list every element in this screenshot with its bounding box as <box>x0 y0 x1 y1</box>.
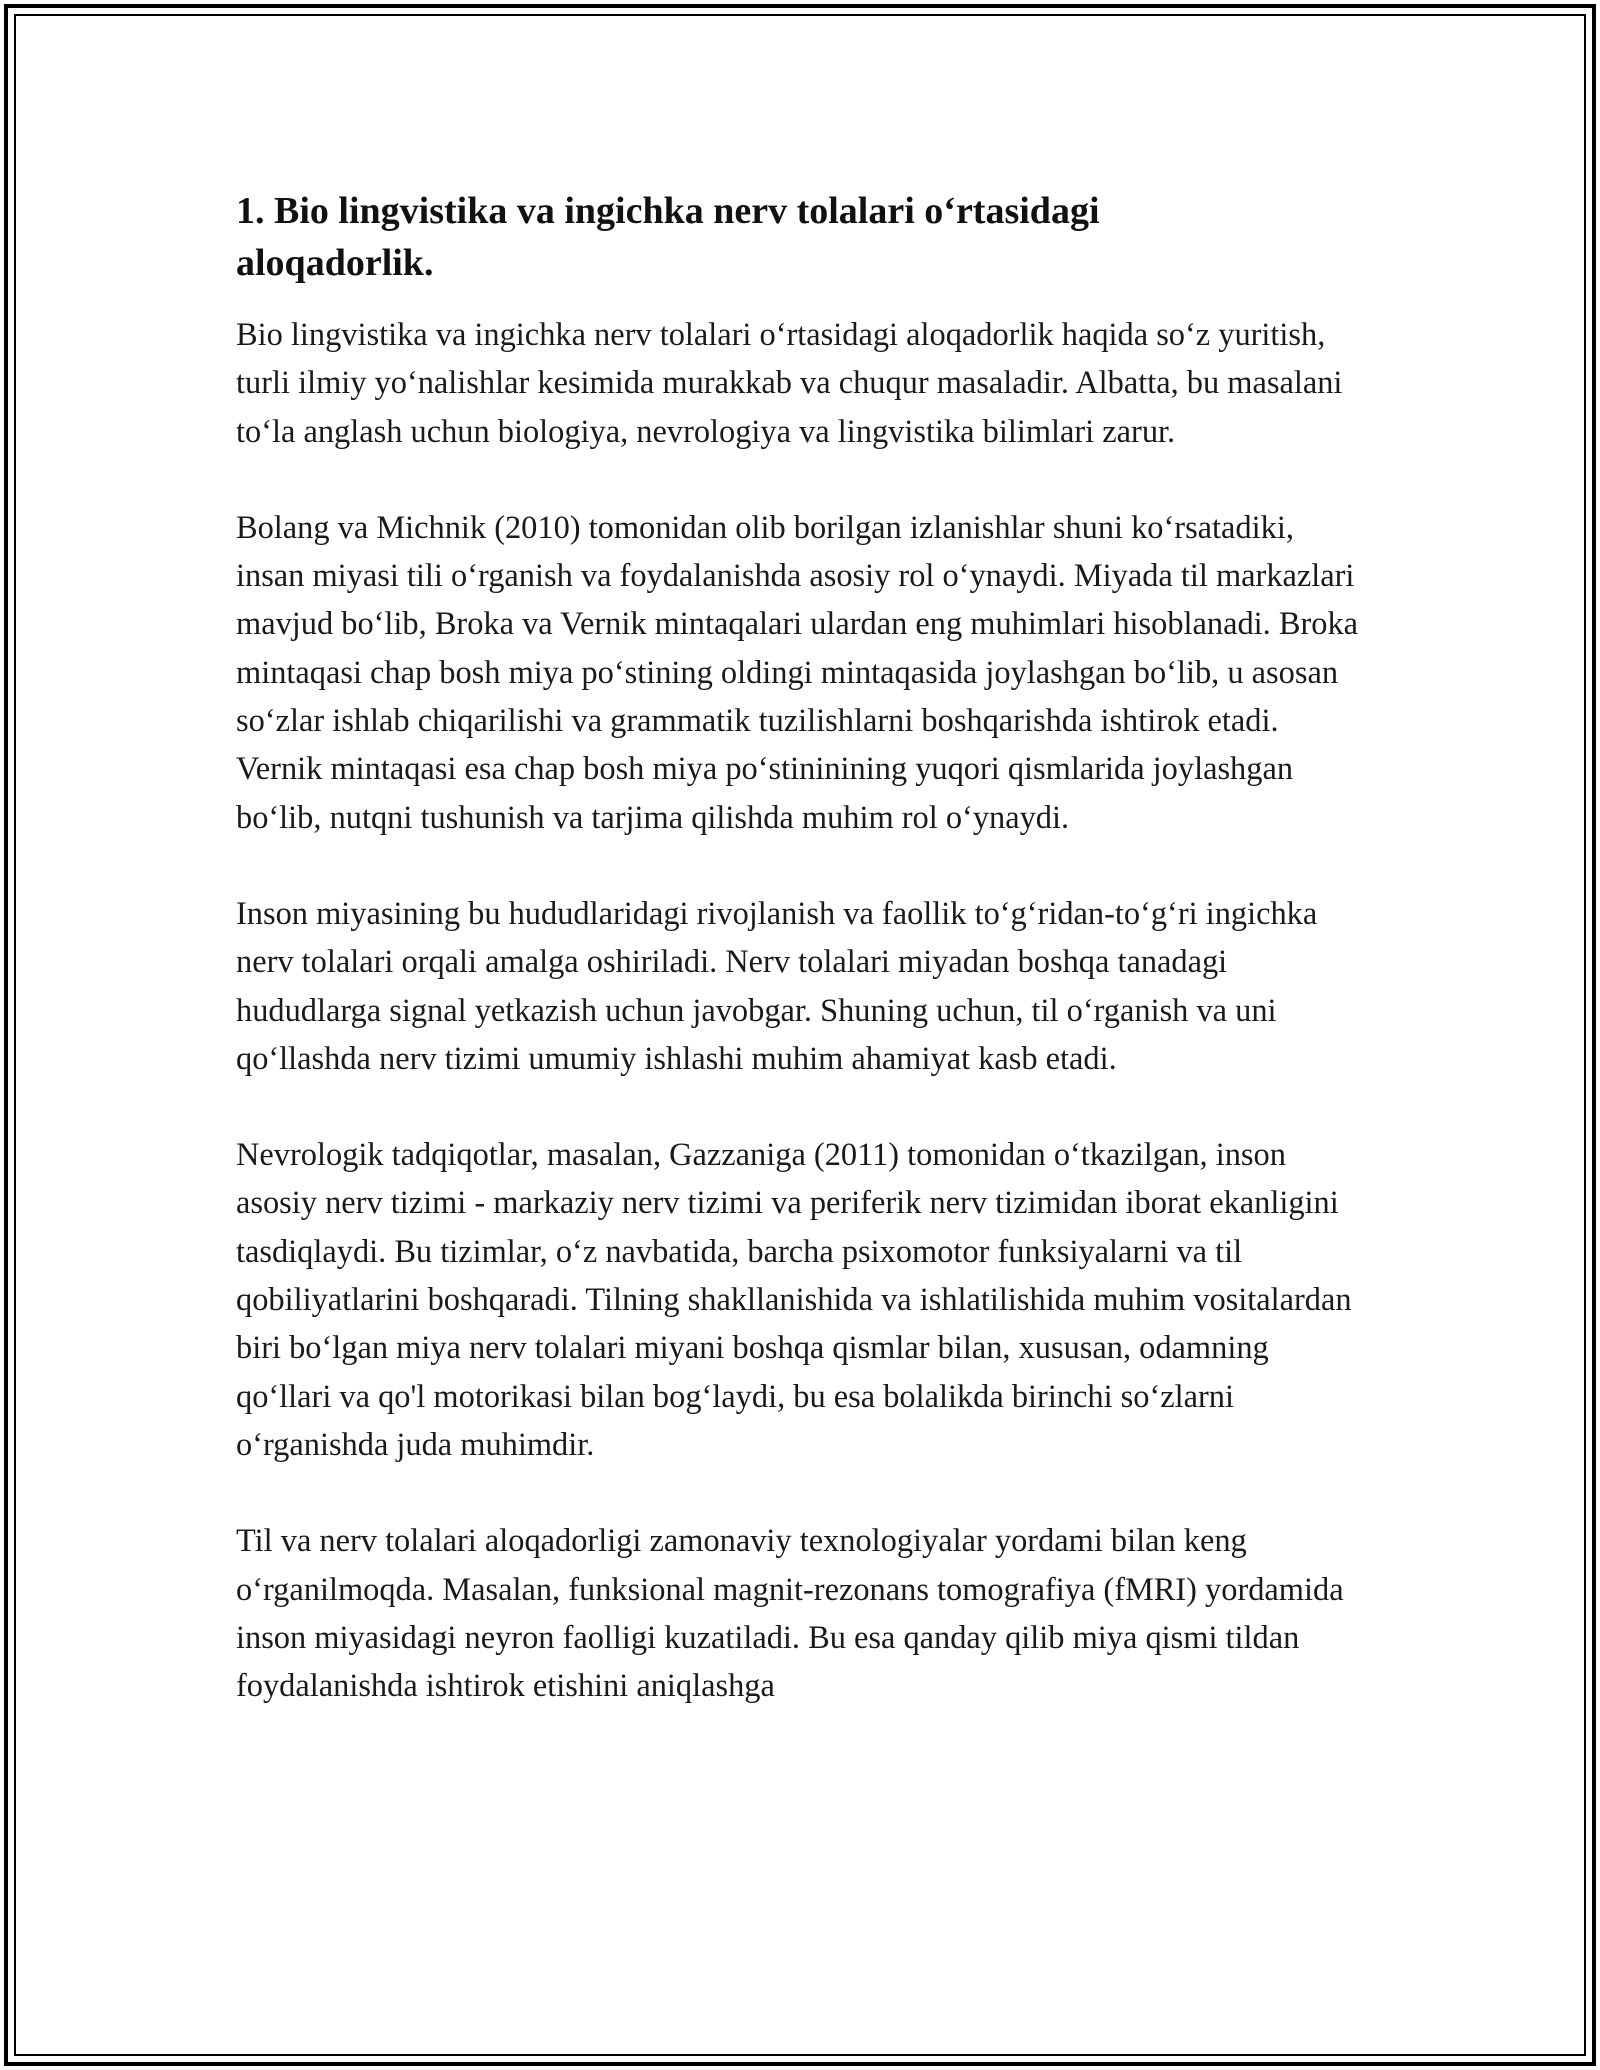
section-heading-line-2: aloqadorlik. <box>236 242 434 284</box>
section-heading-line-1: 1. Bio lingvistika va ingichka nerv tolalari o‘rtasidagi <box>236 190 1100 232</box>
paragraph-3: Inson miyasining bu hududlaridagi rivojlanish va faollik to‘g‘ridan-to‘g‘ri ingichka nerv tolalari orqali amalga oshiriladi. Nerv tolalari miyadan boshqa tanadagi hududlarga signal yetkazish uchun javobgar. Shuning uchun, til o‘rganish va uni qo‘llashda nerv tizimi umumiy ishlashi muhim ahamiyat kasb etadi. <box>236 895 1318 1077</box>
document-body <box>236 185 1366 1758</box>
paragraph-1: Bio lingvistika va ingichka nerv tolalari o‘rtasidagi aloqadorlik haqida so‘z yuritish, turli ilmiy yo‘nalishlar kesimida murakkab va chuqur masaladir. Albatta, bu masalani to‘la anglash uchun biologiya, nevrologiya va lingvistika bilimlari zarur. <box>236 317 1343 450</box>
paragraph-4: Nevrologik tadqiqotlar, masalan, Gazzaniga (2011) tomonidan o‘tkazilgan, inson asosiy nerv tizimi - markaziy nerv tizimi va periferik nerv tizimidan iborat ekanligini tasdiqlaydi. Bu tizimlar, o‘z navbatida, barcha psixomotor funksiyalarni va til qobiliyatlarini boshqaradi. Tilning shakllanishida va ishlatilishida muhim vositalardan biri bo‘lgan miya nerv tolalari miyani boshqa qismlar bilan, xususan, odamning qo‘llari va qo'l motorikasi bilan bog‘laydi, bu esa bolalikda birinchi so‘zlarni o‘rganishda juda muhimdir. <box>236 1137 1352 1463</box>
section-heading <box>236 185 1366 289</box>
paragraph-2: Bolang va Michnik (2010) tomonidan olib borilgan izlanishlar shuni ko‘rsatadiki, insan miyasi tili o‘rganish va foydalanishda asosiy rol o‘ynaydi. Miyada til markazlari mavjud bo‘lib, Broka va Vernik mintaqalari ulardan eng muhimlari hisoblanadi. Broka mintaqasi chap bosh miya po‘stining oldingi mintaqasida joylashgan bo‘lib, u asosan so‘zlar ishlab chiqarilishi va grammatik tuzilishlarni boshqarishda ishtirok etadi. Vernik mintaqasi esa chap bosh miya po‘stininining yuqori qismlarida joylashgan bo‘lib, nutqni tushunish va tarjima qilishda muhim rol o‘ynaydi. <box>236 509 1359 836</box>
paragraph-5: Til va nerv tolalari aloqadorligi zamonaviy texnologiyalar yordami bilan keng o‘rganilmoqda. Masalan, funksional magnit-rezonans tomografiya (fMRI) yordamida inson miyasidagi neyron faolligi kuzatiladi. Bu esa qanday qilib miya qismi tildan foydalanishda ishtirok etishini aniqlashga <box>236 1523 1344 1705</box>
